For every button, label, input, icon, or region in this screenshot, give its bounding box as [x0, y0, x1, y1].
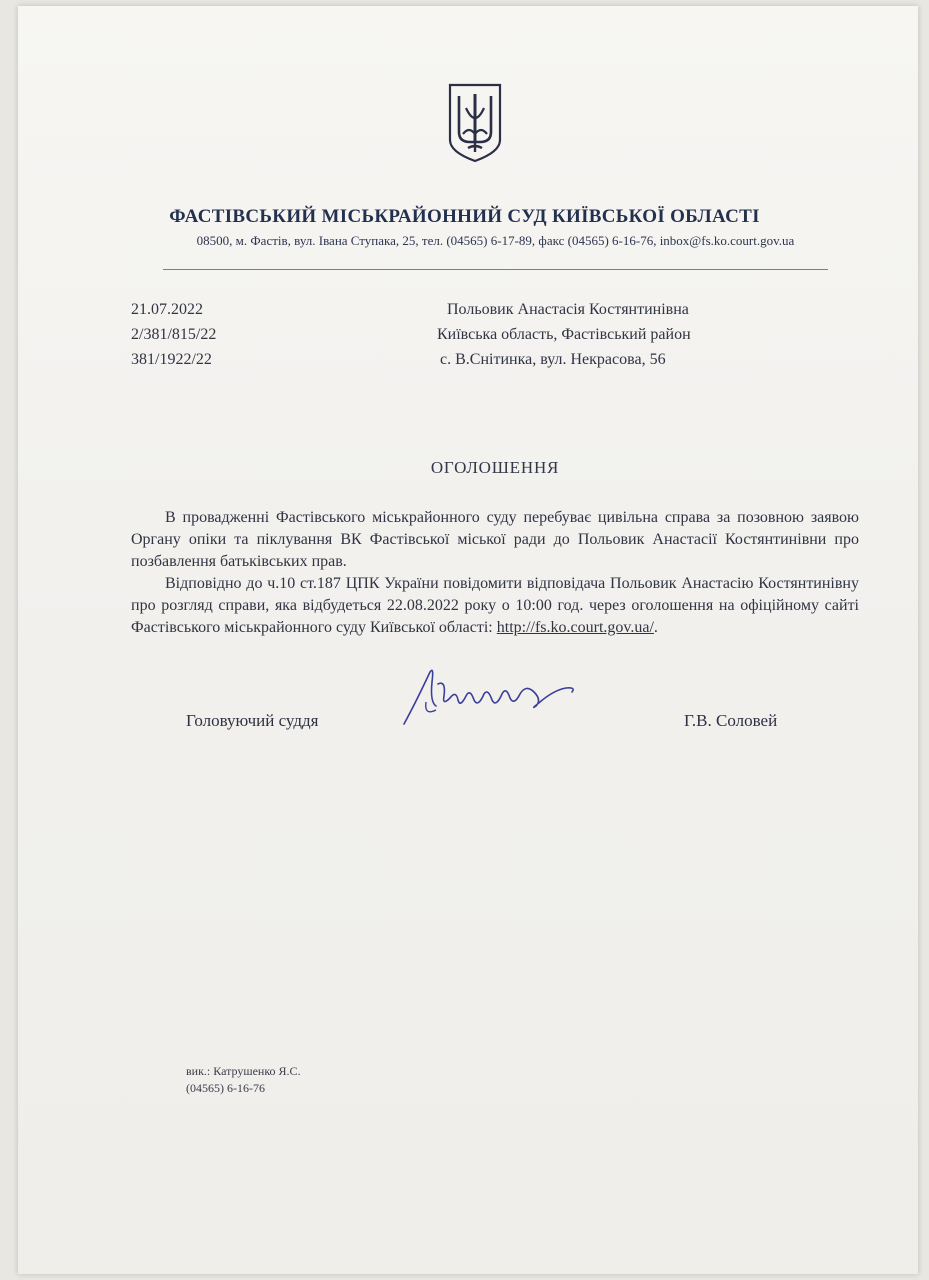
body-paragraph-1: В провадженні Фастівського міськрайонного суду перебуває цивільна справа за позовною заявою Органу опіки та піклування ВК Фастівської міської ради до Польовик Анастасії Костянтинівни про позбавлення батьківських прав. [131, 509, 859, 570]
executor-phone: (04565) 6-16-76 [186, 1081, 265, 1095]
document-page [18, 6, 918, 1274]
case-number: 381/1922/22 [131, 351, 212, 368]
recipient-name: Польовик Анастасія Костянтинівна [447, 301, 689, 318]
recipient-block [437, 297, 691, 372]
body-paragraph-2-end: . [653, 619, 658, 636]
executor-name: вик.: Катрушенко Я.С. [186, 1064, 301, 1078]
court-name: ФАСТІВСЬКИЙ МІСЬКРАЙОННИЙ СУД КИЇВСЬКОЇ ОБЛАСТІ [169, 206, 760, 227]
signature-label: Головуючий суддя [186, 711, 319, 730]
court-address: 08500, м. Фастів, вул. Івана Ступака, 25, тел. (04565) 6-17-89, факс (04565) 6-16-76, inbox@fs.ko.court.gov.ua [196, 233, 795, 248]
trident-emblem-icon [446, 82, 504, 164]
document-date: 21.07.2022 [131, 301, 203, 318]
body-paragraph-2 [131, 573, 859, 639]
document-meta [131, 297, 216, 372]
recipient-address: с. В.Снітинка, вул. Некрасова, 56 [440, 351, 666, 368]
announcement-body [131, 507, 859, 639]
document-title: ОГОЛОШЕННЯ [430, 458, 560, 477]
body-paragraph-2-text: Відповідно до ч.10 ст.187 ЦПК України повідомити відповідача Польовик Анастасію Костянтинівну про розгляд справи, яка відбудеться 22.08.2022 року о 10:00 год. через оголошення на офіційному сайті Фастівського міськрайонного суду Київської області: [131, 575, 859, 636]
court-website-link[interactable]: http://fs.ko.court.gov.ua/ [496, 619, 654, 636]
executor-block [186, 1063, 301, 1097]
recipient-region: Київська область, Фастівський район [437, 326, 691, 343]
reference-number: 2/381/815/22 [131, 326, 217, 343]
handwritten-signature [396, 662, 586, 734]
header-divider [163, 269, 828, 270]
judge-name: Г.В. Соловей [684, 711, 778, 730]
